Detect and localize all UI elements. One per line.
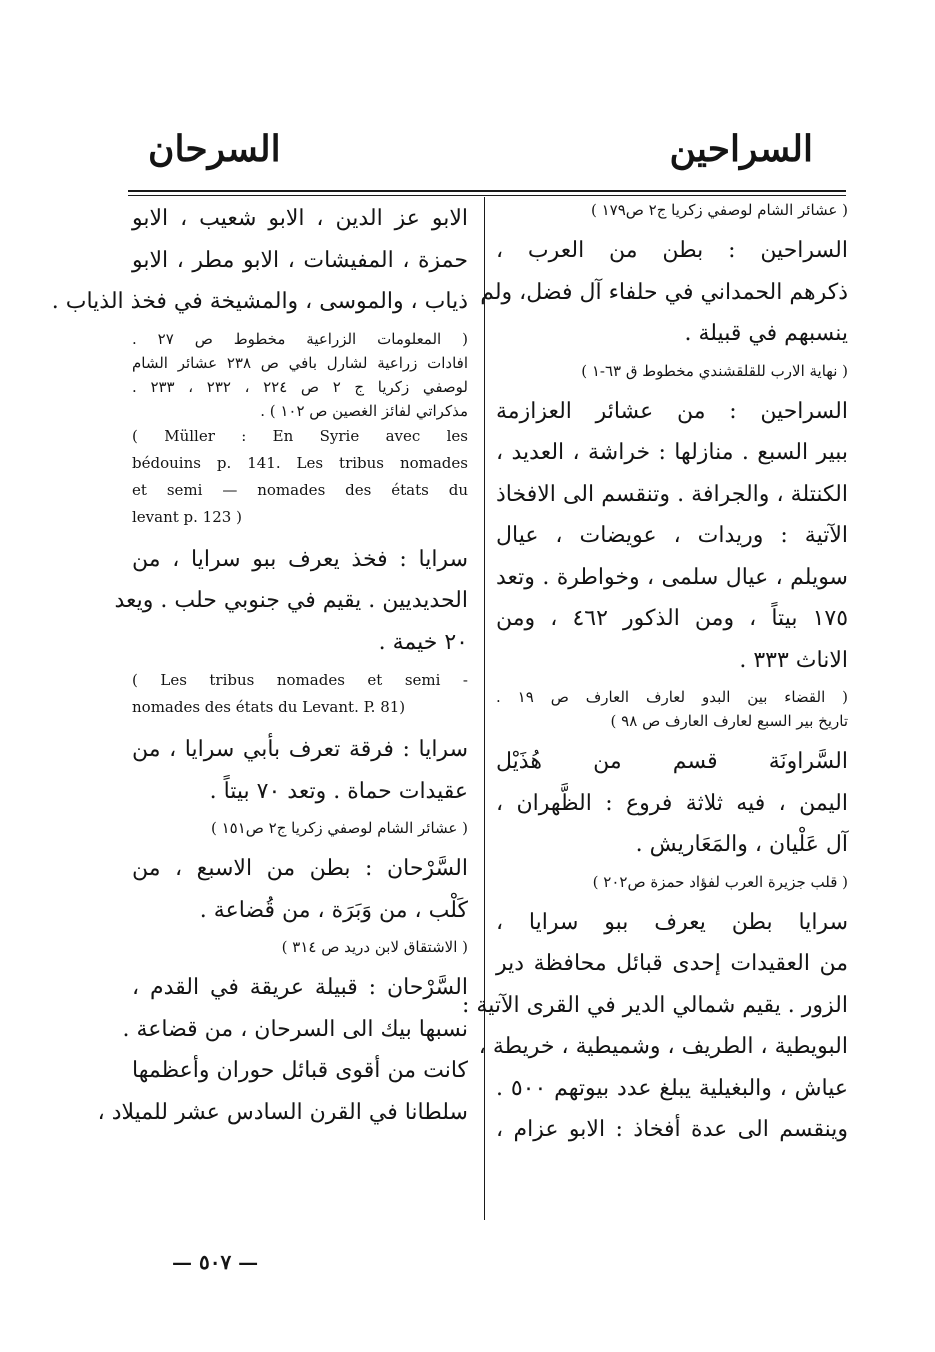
right-column-line: البويطية ، الطريف ، وشميطية ، خريطة ، [478,1034,848,1059]
left-column-line: افادات زراعية لشارل بافي ص ٢٣٨ عشائر الشام [132,353,468,372]
left-column-line: كَلْب ، من وَبَرَة ، من قُضاعة . [199,897,468,923]
right-column-line: ( عشائر الشام لوصفي زكريا ج٢ ص١٧٩ ) [590,201,848,219]
right-column-line: سرايا بطن يعرف ببو سرايا ، [496,909,848,935]
right-column-line: الكنتلة ، والجرافة . وتنقسم الى الافخاذ [496,481,848,507]
left-column-line: levant p. 123 ) [132,507,242,526]
left-column-line: سرايا : فرقة تعرف بأبي سرايا ، من [132,737,468,762]
left-column-line: كانت من أقوى قبائل حوران وأعظمها [132,1058,468,1083]
right-column-line: تاريخ بير السبع لعارف العارف ص ٩٨ ) [610,712,848,730]
header-rule [128,190,846,192]
right-column-line: ١٧٥ بيتاً ، ومن الذكور ٤٦٢ ، ومن [496,606,849,631]
right-column-line: ببير السبع . منازلها : خراشة ، العديد ، [496,440,848,465]
left-column-line: نسبها بيك الى السرحان ، من قضاعة . [122,1016,468,1042]
left-column-line: السَّرْحان : قبيلة عريقة في القدم ، [132,975,468,1000]
left-column-line: ٢٠ خيمة . [378,629,468,655]
header-rule-thin [128,195,846,196]
right-column-line: السراحين : بطن من العرب ، [496,238,848,263]
left-column-line: سرايا : فخذ يعرف ببو سرايا ، من [132,546,468,572]
right-column-line: عياش ، والبغيلية يبلغ عدد بيوتهم ٥٠٠ . [496,1075,848,1101]
left-column-line: لوصفي زكريا ج ٢ ص ٢٢٤ ، ٢٣٢ ، ٢٣٣ . [132,377,468,396]
left-column-line: السَّرْحان : بطن من الاسبع ، من [132,856,468,881]
left-column-line: ( Müller : En Syrie avec les [132,426,468,445]
left-column-line: et semi — nomades des états du [132,480,468,499]
left-column [51,198,468,1133]
right-column-line: ينسبهم في قبيلة . [684,321,848,346]
right-column-line: من العقيدات إحدى قبائل محافظة دير [496,951,848,976]
left-column-line: ( المعلومات الزراعية مخطوط ص ٢٧ . [132,329,468,348]
left-column-line: حمزة ، المفيشات ، الابو مطر ، الابو [132,247,468,273]
right-column-line: السَّراونَة قسم من هُذَيْل [496,749,848,774]
right-column-line: الاناث ٣٣٣ . [739,647,848,673]
left-column-line: الحديديين . يقيم في جنوبي حلب . ويعد [114,588,468,613]
right-column-line: ( القضاء بين البدو لعارف العارف ص ١٩ . [496,688,848,706]
right-column-line: الآتية : وريدات ، عويضات ، عيال [496,523,848,548]
left-column-line: nomades des états du Levant. P. 81) [132,698,406,716]
running-header-right: السراحين [669,128,813,170]
left-column-line: ( الاشتقاق لابن دريد ص ٣١٤ ) [281,938,468,956]
left-column-line: عقيدات حماة . وتعد ٧٠ بيتاً . [209,778,468,804]
right-column-line: سويلم ، عيال سلمى ، وخواطرة . وتعد [496,564,848,590]
right-column-line: اليمن ، فيه ثلاثة فروع : الظَّهران ، [496,790,848,816]
left-column-line: ذياب ، والموسى ، والمشيخة في فخذ الذياب . [51,289,468,314]
page-number: — ٥٠٧ — [172,1250,259,1274]
left-column-line: سلطانا في القرن السادس عشر للميلاد ، [97,1099,468,1125]
left-column-line: ( عشائر الشام لوصفي زكريا ج٢ ص١٥١ ) [210,819,468,837]
left-column-line: ( Les tribus nomades et semi - [132,671,468,689]
left-column-line: مذكراتي لفائز الغصين ص ١٠٢ ) . [260,401,468,420]
right-column-line: الزور . يقيم شمالي الدير في القرى الآتية : [462,992,848,1018]
right-column-line: السراحين : من عشائر العزازمة [496,398,848,424]
running-header-left: السرحان [148,128,281,170]
right-column-line: ذكرهم الحمداني في حلفاء آل فضل، ولم [480,279,848,305]
left-column-line: الابو عز الدين ، الابو شعيب ، الابو [132,206,468,231]
right-column-line: ( نهاية الارب للقلقشندي مخطوط ق ٦٣-١ ) [581,361,848,380]
right-column-line: ( قلب جزيرة العرب لفؤاد حمزة ص٢٠٢ ) [592,872,848,891]
right-column-line: وينقسم الى عدة أفخاذ : الابو عزام ، [496,1117,848,1142]
right-column-line: آل عَلْيان ، والمَعَاريش . [635,832,848,857]
left-column-line: bédouins p. 141. Les tribus nomades [132,453,468,472]
right-column [462,198,849,1151]
